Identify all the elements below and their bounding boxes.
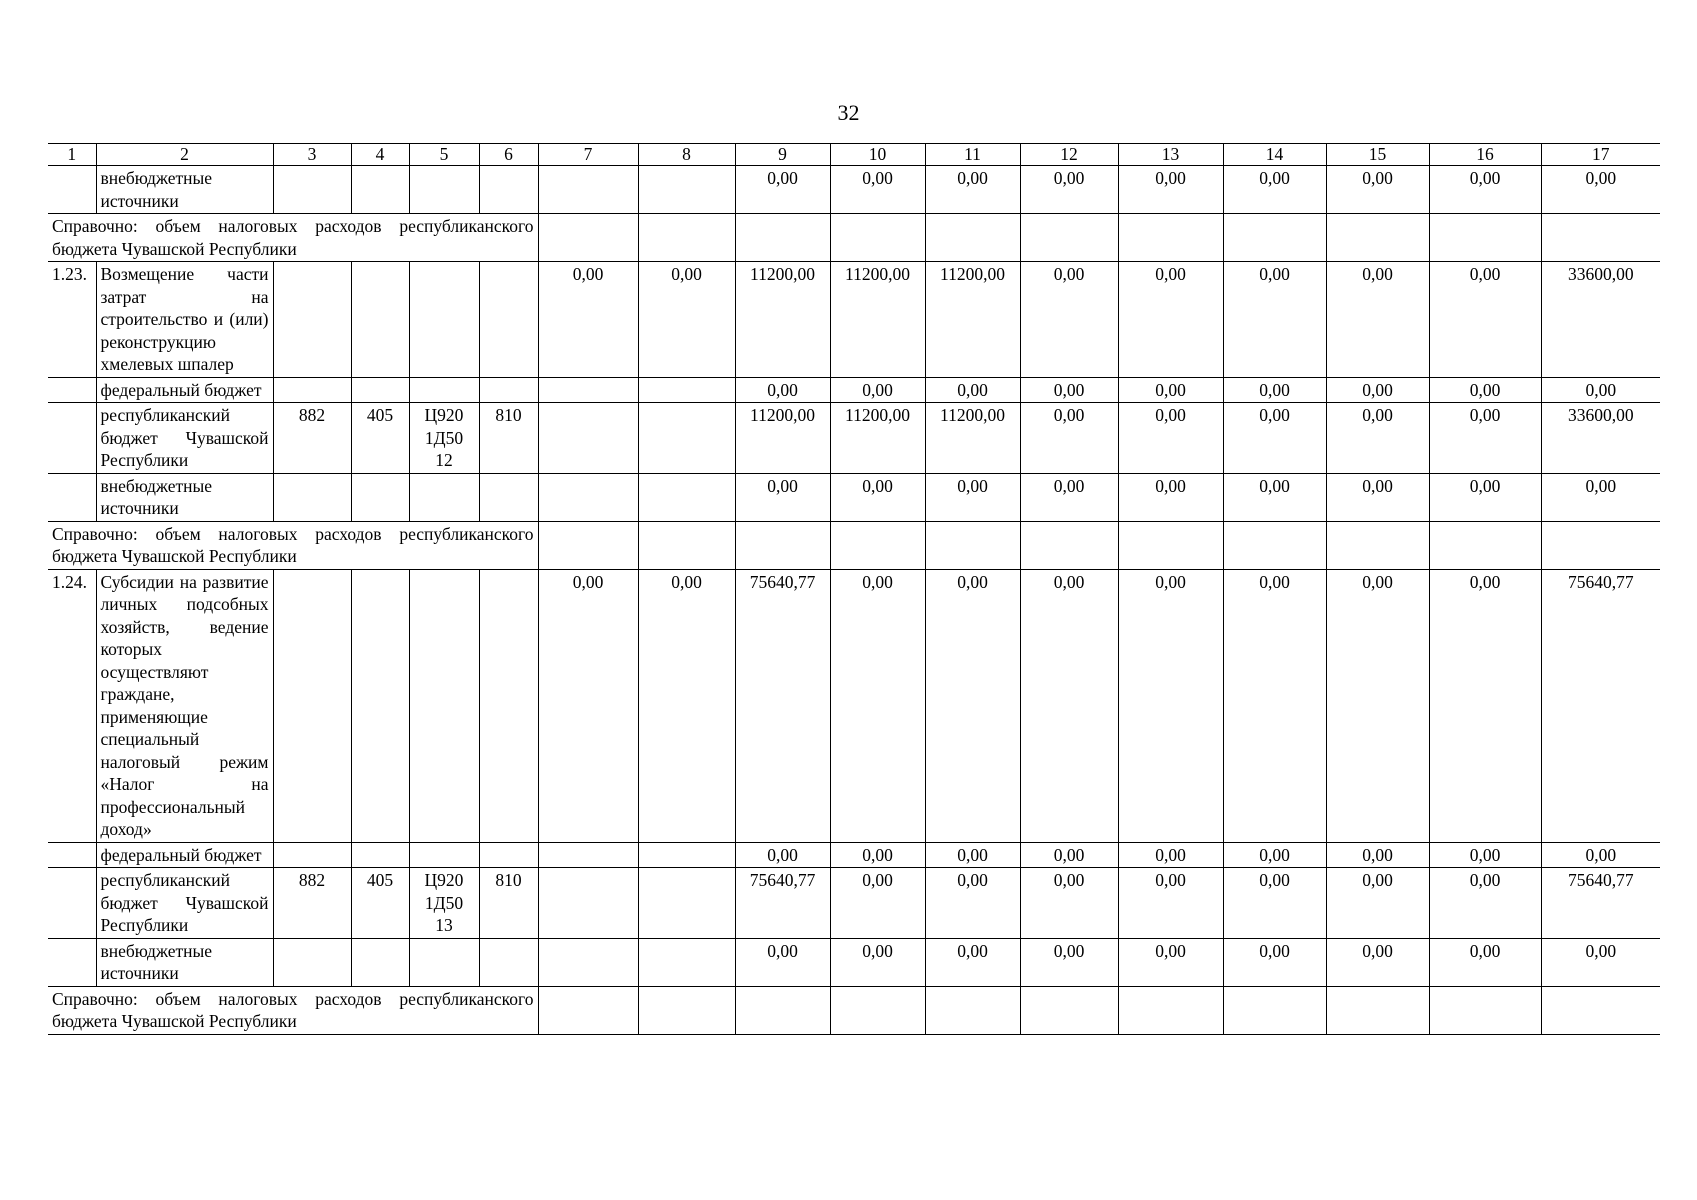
value-cell (538, 377, 638, 403)
target-article-code-cell (409, 868, 479, 939)
empty-cell (351, 569, 409, 842)
column-number-cell: 16 (1429, 144, 1541, 166)
empty-cell (830, 521, 925, 569)
value-cell: 0,00 (1118, 569, 1223, 842)
column-number-cell: 5 (409, 144, 479, 166)
empty-cell (638, 214, 735, 262)
empty-cell (1223, 521, 1326, 569)
value-cell: 0,00 (1429, 868, 1541, 939)
value-cell: 0,00 (1541, 938, 1660, 986)
empty-cell (1223, 986, 1326, 1034)
funding-source-name-cell: республиканский бюджет Чувашской Республики (96, 868, 273, 939)
value-cell: 0,00 (1118, 166, 1223, 214)
expense-type-code-cell (479, 842, 538, 868)
value-cell (538, 868, 638, 939)
empty-cell (1118, 986, 1223, 1034)
value-cell: 0,00 (1020, 868, 1118, 939)
value-cell: 0,00 (925, 569, 1020, 842)
empty-cell (351, 262, 409, 378)
value-cell: 75640,77 (1541, 868, 1660, 939)
code-line: 12 (435, 450, 453, 470)
value-cell: 0,00 (1223, 377, 1326, 403)
empty-cell (1020, 986, 1118, 1034)
value-cell: 0,00 (1429, 403, 1541, 474)
value-cell: 0,00 (1118, 938, 1223, 986)
empty-cell (735, 521, 830, 569)
empty-cell (1326, 986, 1429, 1034)
reference-row (48, 214, 1660, 262)
value-cell (538, 842, 638, 868)
target-article-code-cell (409, 166, 479, 214)
value-cell: 0,00 (925, 842, 1020, 868)
value-cell: 0,00 (1326, 569, 1429, 842)
expense-type-code-cell (479, 473, 538, 521)
item-number-cell (48, 938, 96, 986)
value-cell: 0,00 (1223, 569, 1326, 842)
expense-type-code-cell: 810 (479, 868, 538, 939)
column-number-cell: 2 (96, 144, 273, 166)
item-number-cell: 1.23. (48, 262, 96, 378)
empty-cell (409, 569, 479, 842)
value-cell: 0,00 (1118, 868, 1223, 939)
column-number-cell: 11 (925, 144, 1020, 166)
empty-cell (479, 262, 538, 378)
value-cell: 0,00 (1429, 842, 1541, 868)
column-number-cell: 6 (479, 144, 538, 166)
column-number-cell: 13 (1118, 144, 1223, 166)
funding-source-name-cell: федеральный бюджет (96, 377, 273, 403)
value-cell: 0,00 (925, 938, 1020, 986)
funding-source-row (48, 377, 1660, 403)
value-cell: 0,00 (735, 473, 830, 521)
empty-cell (538, 214, 638, 262)
section-code-cell: 405 (351, 403, 409, 474)
value-cell: 0,00 (925, 868, 1020, 939)
funding-source-row (48, 166, 1660, 214)
grbs-code-cell: 882 (273, 403, 351, 474)
value-cell: 0,00 (638, 569, 735, 842)
value-cell: 0,00 (1020, 403, 1118, 474)
empty-cell (1020, 214, 1118, 262)
empty-cell (1541, 521, 1660, 569)
expense-type-code-cell (479, 377, 538, 403)
column-number-cell: 14 (1223, 144, 1326, 166)
empty-cell (538, 521, 638, 569)
empty-cell (409, 262, 479, 378)
section-code-cell (351, 842, 409, 868)
empty-cell (538, 986, 638, 1034)
reference-text-cell: Справочно: объем налоговых расходов республиканского бюджета Чувашской Республики (48, 521, 538, 569)
value-cell: 0,00 (1118, 842, 1223, 868)
funding-source-name-cell: внебюджетные источники (96, 473, 273, 521)
activity-row (48, 569, 1660, 842)
value-cell (638, 473, 735, 521)
value-cell: 0,00 (830, 842, 925, 868)
value-cell: 0,00 (1118, 473, 1223, 521)
value-cell: 11200,00 (830, 403, 925, 474)
empty-cell (1541, 986, 1660, 1034)
empty-cell (925, 214, 1020, 262)
value-cell (638, 166, 735, 214)
empty-cell (1326, 214, 1429, 262)
budget-table (48, 143, 1660, 1035)
empty-cell (1118, 214, 1223, 262)
reference-text-cell: Справочно: объем налоговых расходов республиканского бюджета Чувашской Республики (48, 986, 538, 1034)
grbs-code-cell (273, 938, 351, 986)
grbs-code-cell (273, 377, 351, 403)
empty-cell (1326, 521, 1429, 569)
item-number-cell (48, 377, 96, 403)
value-cell: 0,00 (925, 473, 1020, 521)
value-cell: 0,00 (830, 377, 925, 403)
empty-cell (273, 262, 351, 378)
value-cell: 0,00 (925, 166, 1020, 214)
section-code-cell (351, 938, 409, 986)
empty-cell (273, 569, 351, 842)
value-cell: 0,00 (1020, 842, 1118, 868)
empty-cell (479, 569, 538, 842)
empty-cell (1541, 214, 1660, 262)
value-cell: 33600,00 (1541, 403, 1660, 474)
value-cell: 0,00 (735, 166, 830, 214)
funding-source-name-cell: федеральный бюджет (96, 842, 273, 868)
funding-source-row (48, 403, 1660, 474)
value-cell: 11200,00 (925, 403, 1020, 474)
empty-cell (1429, 521, 1541, 569)
value-cell: 0,00 (1429, 166, 1541, 214)
value-cell: 0,00 (1326, 868, 1429, 939)
funding-source-name-cell: республиканский бюджет Чувашской Республики (96, 403, 273, 474)
empty-cell (735, 986, 830, 1034)
value-cell: 0,00 (1326, 473, 1429, 521)
item-number-cell (48, 166, 96, 214)
empty-cell (925, 986, 1020, 1034)
funding-source-name-cell: внебюджетные источники (96, 938, 273, 986)
value-cell: 0,00 (830, 166, 925, 214)
value-cell: 0,00 (1223, 403, 1326, 474)
empty-cell (735, 214, 830, 262)
target-article-code-cell (409, 473, 479, 521)
value-cell: 0,00 (735, 377, 830, 403)
value-cell: 0,00 (1541, 377, 1660, 403)
value-cell: 0,00 (1326, 403, 1429, 474)
column-number-cell: 9 (735, 144, 830, 166)
value-cell: 0,00 (1223, 166, 1326, 214)
section-code-cell (351, 166, 409, 214)
value-cell: 0,00 (1326, 377, 1429, 403)
value-cell (538, 473, 638, 521)
value-cell (638, 842, 735, 868)
item-number-cell (48, 842, 96, 868)
empty-cell (1020, 521, 1118, 569)
empty-cell (638, 986, 735, 1034)
section-code-cell (351, 473, 409, 521)
code-line: Ц920 (424, 870, 464, 890)
value-cell: 0,00 (1429, 377, 1541, 403)
value-cell: 0,00 (1118, 262, 1223, 378)
value-cell (538, 166, 638, 214)
value-cell (638, 377, 735, 403)
value-cell: 0,00 (1020, 166, 1118, 214)
empty-cell (1429, 214, 1541, 262)
reference-row (48, 521, 1660, 569)
value-cell: 0,00 (1118, 403, 1223, 474)
value-cell (538, 403, 638, 474)
target-article-code-cell (409, 842, 479, 868)
item-number-cell (48, 868, 96, 939)
page-number: 32 (837, 100, 860, 125)
value-cell: 0,00 (538, 262, 638, 378)
expense-type-code-cell (479, 166, 538, 214)
value-cell: 75640,77 (735, 569, 830, 842)
value-cell: 0,00 (735, 842, 830, 868)
grbs-code-cell (273, 473, 351, 521)
grbs-code-cell (273, 166, 351, 214)
value-cell: 0,00 (1020, 377, 1118, 403)
value-cell: 11200,00 (735, 403, 830, 474)
column-number-cell: 12 (1020, 144, 1118, 166)
value-cell: 0,00 (538, 569, 638, 842)
grbs-code-cell: 882 (273, 868, 351, 939)
code-line: 1Д50 (424, 892, 464, 913)
value-cell: 0,00 (1326, 262, 1429, 378)
value-cell: 0,00 (1541, 473, 1660, 521)
value-cell: 0,00 (735, 938, 830, 986)
value-cell (638, 938, 735, 986)
grbs-code-cell (273, 842, 351, 868)
column-number-cell: 8 (638, 144, 735, 166)
section-code-cell: 405 (351, 868, 409, 939)
value-cell: 11200,00 (925, 262, 1020, 378)
value-cell: 0,00 (638, 262, 735, 378)
item-number-cell (48, 473, 96, 521)
value-cell: 0,00 (1223, 262, 1326, 378)
value-cell: 75640,77 (735, 868, 830, 939)
activity-name-cell: Субсидии на развитие личных подсобных хозяйств, ведение которых осуществляют граждане, применяющие специальный налоговый режим «Налог на профессиональный доход» (96, 569, 273, 842)
value-cell: 0,00 (1020, 569, 1118, 842)
value-cell: 0,00 (1541, 842, 1660, 868)
value-cell: 0,00 (1223, 868, 1326, 939)
value-cell: 0,00 (1429, 473, 1541, 521)
item-number-cell (48, 403, 96, 474)
funding-source-row (48, 938, 1660, 986)
value-cell: 0,00 (1020, 938, 1118, 986)
column-number-row (48, 144, 1660, 166)
empty-cell (1429, 986, 1541, 1034)
empty-cell (830, 214, 925, 262)
value-cell: 11200,00 (830, 262, 925, 378)
activity-row (48, 262, 1660, 378)
empty-cell (1118, 521, 1223, 569)
value-cell: 0,00 (830, 473, 925, 521)
reference-row (48, 986, 1660, 1034)
value-cell: 0,00 (1541, 166, 1660, 214)
value-cell: 0,00 (1429, 569, 1541, 842)
value-cell: 75640,77 (1541, 569, 1660, 842)
value-cell: 0,00 (1326, 166, 1429, 214)
value-cell: 0,00 (1020, 473, 1118, 521)
target-article-code-cell (409, 377, 479, 403)
value-cell: 0,00 (1020, 262, 1118, 378)
expense-type-code-cell (479, 938, 538, 986)
value-cell: 0,00 (830, 938, 925, 986)
column-number-cell: 17 (1541, 144, 1660, 166)
value-cell: 0,00 (1429, 262, 1541, 378)
activity-name-cell: Возмещение части затрат на строительство и (или) реконструкцию хмелевых шпалер (96, 262, 273, 378)
column-number-cell: 7 (538, 144, 638, 166)
funding-source-row (48, 868, 1660, 939)
target-article-code-cell (409, 938, 479, 986)
empty-cell (638, 521, 735, 569)
column-number-cell: 3 (273, 144, 351, 166)
code-line: 1Д50 (424, 427, 464, 448)
column-number-cell: 10 (830, 144, 925, 166)
code-line: Ц920 (424, 405, 464, 425)
code-line: 13 (435, 915, 453, 935)
value-cell: 0,00 (1223, 842, 1326, 868)
empty-cell (925, 521, 1020, 569)
value-cell: 11200,00 (735, 262, 830, 378)
table-body (48, 144, 1660, 1035)
reference-text-cell: Справочно: объем налоговых расходов республиканского бюджета Чувашской Республики (48, 214, 538, 262)
value-cell: 0,00 (1223, 938, 1326, 986)
value-cell: 0,00 (830, 868, 925, 939)
value-cell: 0,00 (1223, 473, 1326, 521)
value-cell (638, 403, 735, 474)
item-number-cell: 1.24. (48, 569, 96, 842)
empty-cell (830, 986, 925, 1034)
value-cell: 0,00 (925, 377, 1020, 403)
funding-source-row (48, 473, 1660, 521)
section-code-cell (351, 377, 409, 403)
value-cell (638, 868, 735, 939)
value-cell: 0,00 (1429, 938, 1541, 986)
funding-source-row (48, 842, 1660, 868)
empty-cell (1223, 214, 1326, 262)
column-number-cell: 15 (1326, 144, 1429, 166)
value-cell: 0,00 (1118, 377, 1223, 403)
value-cell (538, 938, 638, 986)
column-number-cell: 4 (351, 144, 409, 166)
column-number-cell: 1 (48, 144, 96, 166)
value-cell: 0,00 (1326, 938, 1429, 986)
funding-source-name-cell: внебюджетные источники (96, 166, 273, 214)
target-article-code-cell (409, 403, 479, 474)
expense-type-code-cell: 810 (479, 403, 538, 474)
value-cell: 0,00 (1326, 842, 1429, 868)
value-cell: 0,00 (830, 569, 925, 842)
value-cell: 33600,00 (1541, 262, 1660, 378)
